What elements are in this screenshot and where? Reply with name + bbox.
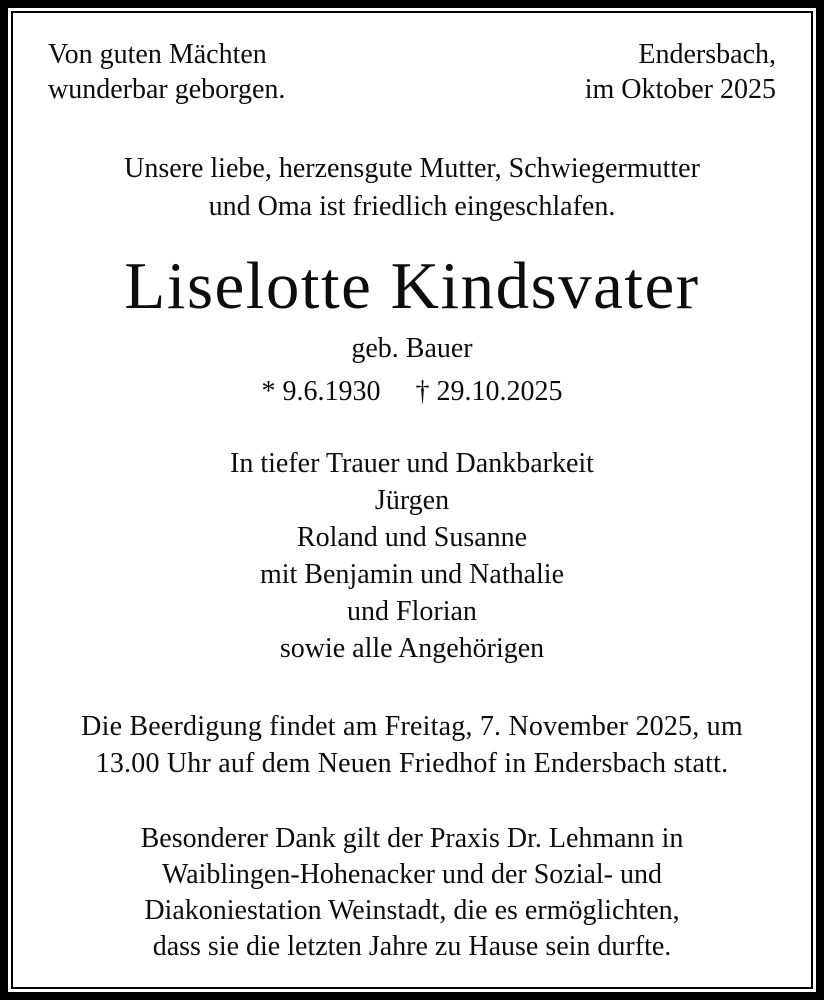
deceased-name: Liselotte Kindsvater <box>124 249 700 323</box>
announcement-line-1: Unsere liebe, herzensgute Mutter, Schwiegermutter <box>124 153 700 184</box>
death-date: † 29.10.2025 <box>415 376 563 407</box>
mourner-name-3: mit Benjamin und Nathalie <box>259 559 565 590</box>
dateline-month: im Oktober 2025 <box>584 74 776 105</box>
acknowledgement <box>13 821 811 965</box>
epigraph-line-2: wunderbar geborgen. <box>48 74 286 105</box>
maiden-name: geb. Bauer <box>351 333 473 364</box>
death-announcement <box>13 150 811 226</box>
header-row <box>48 37 776 107</box>
mourner-name-4: und Florian <box>347 596 477 627</box>
obituary-card <box>11 11 813 989</box>
frame-gap <box>8 8 816 992</box>
mourners-relatives: sowie alle Angehörigen <box>279 633 545 664</box>
acknowledgement-line-1: Besonderer Dank gilt der Praxis Dr. Lehmann in <box>140 823 684 854</box>
mourner-name-1: Jürgen <box>374 485 450 516</box>
acknowledgement-line-3: Diakoniestation Weinstadt, die es ermöglichten, <box>144 895 680 926</box>
announcement-line-2: und Oma ist friedlich eingeschlafen. <box>208 191 616 222</box>
epigraph <box>48 37 285 107</box>
mourners-list <box>13 445 811 667</box>
acknowledgement-line-4: dass sie die letzten Jahre zu Hause sein durfte. <box>152 931 672 962</box>
acknowledgement-line-2: Waiblingen-Hohenacker und der Sozial- und <box>161 859 663 890</box>
mourners-intro: In tiefer Trauer und Dankbarkeit <box>230 448 594 479</box>
funeral-line-1: Die Beerdigung findet am Freitag, 7. November 2025, um <box>81 711 743 742</box>
epigraph-line-1: Von guten Mächten <box>48 39 267 70</box>
funeral-line-2: 13.00 Uhr auf dem Neuen Friedhof in Endersbach statt. <box>95 748 729 779</box>
funeral-info <box>13 708 811 782</box>
birth-date: * 9.6.1930 <box>261 376 381 407</box>
mourner-name-2: Roland und Susanne <box>296 522 528 553</box>
life-dates <box>13 375 811 409</box>
dateline-place: Endersbach, <box>638 39 776 70</box>
place-dateline <box>585 37 776 107</box>
